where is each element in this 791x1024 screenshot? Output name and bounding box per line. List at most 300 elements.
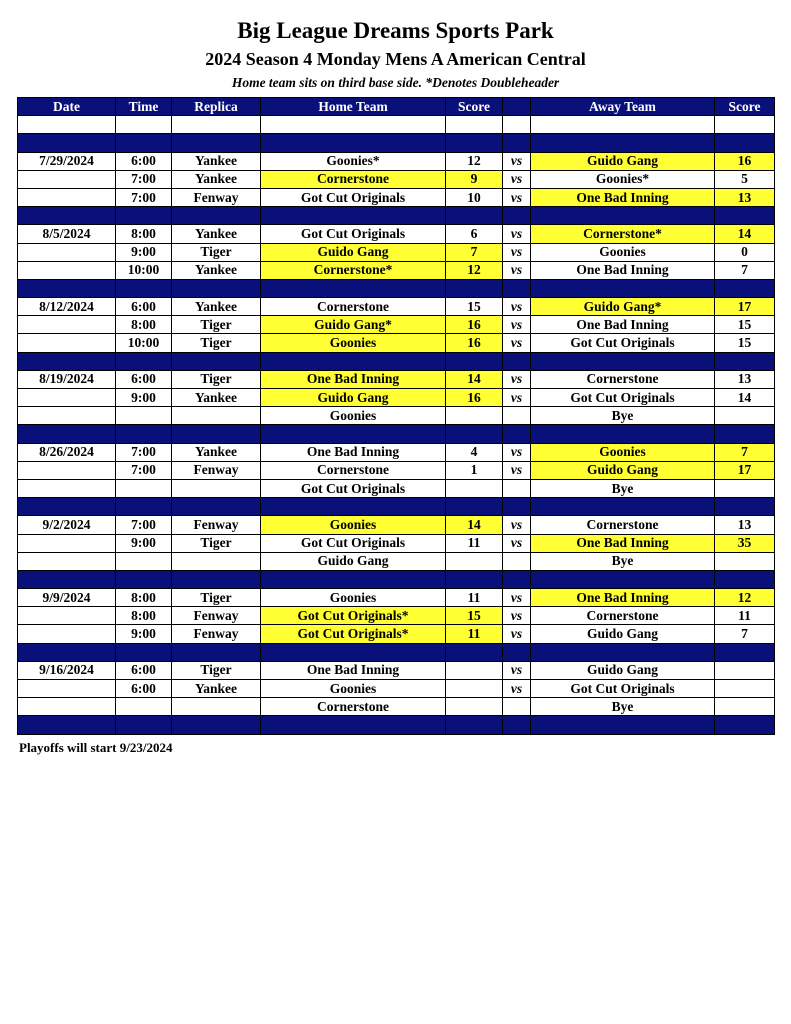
time-cell: 9:00 [116, 625, 172, 643]
separator-cell [261, 643, 446, 661]
date-cell: 8/19/2024 [18, 370, 116, 388]
away-team-cell: Guido Gang [531, 661, 715, 679]
time-cell: 7:00 [116, 188, 172, 206]
away-team-cell: Bye [531, 479, 715, 497]
date-cell [18, 389, 116, 407]
home-team-cell: Goonies [261, 516, 446, 534]
separator-cell [531, 498, 715, 516]
separator-cell [261, 207, 446, 225]
away-team-cell: Guido Gang [531, 461, 715, 479]
replica-cell: Tiger [172, 370, 261, 388]
separator-cell [503, 570, 531, 588]
week-separator [18, 643, 775, 661]
separator-cell [531, 425, 715, 443]
vs-cell: vs [503, 152, 531, 170]
date-cell: 9/2/2024 [18, 516, 116, 534]
separator-cell [531, 716, 715, 734]
home-team-cell: Cornerstone [261, 698, 446, 716]
separator-cell [116, 643, 172, 661]
replica-cell: Yankee [172, 298, 261, 316]
home-team-cell: Got Cut Originals [261, 225, 446, 243]
game-row [18, 389, 775, 407]
replica-cell: Fenway [172, 188, 261, 206]
schedule-body [18, 116, 775, 734]
away-team-cell: Cornerstone [531, 516, 715, 534]
vs-cell: vs [503, 680, 531, 698]
vs-cell: vs [503, 443, 531, 461]
home-score-cell [446, 698, 503, 716]
home-team-cell: Goonies [261, 589, 446, 607]
week-separator [18, 498, 775, 516]
vs-cell [503, 407, 531, 425]
away-score-cell: 13 [715, 188, 775, 206]
game-row [18, 334, 775, 352]
separator-cell [172, 279, 261, 297]
date-cell [18, 698, 116, 716]
separator-cell [261, 352, 446, 370]
separator-cell [116, 716, 172, 734]
date-cell: 9/9/2024 [18, 589, 116, 607]
separator-cell [261, 716, 446, 734]
home-score-cell: 12 [446, 152, 503, 170]
away-team-cell: One Bad Inning [531, 534, 715, 552]
time-cell: 6:00 [116, 680, 172, 698]
home-score-cell [446, 680, 503, 698]
separator-cell [18, 425, 116, 443]
vs-cell: vs [503, 461, 531, 479]
home-score-cell [446, 407, 503, 425]
separator-cell [531, 352, 715, 370]
blank-cell [261, 116, 446, 134]
replica-cell: Tiger [172, 316, 261, 334]
game-row [18, 552, 775, 570]
separator-cell [116, 352, 172, 370]
separator-cell [715, 207, 775, 225]
away-score-cell: 17 [715, 461, 775, 479]
game-row [18, 225, 775, 243]
time-cell: 8:00 [116, 225, 172, 243]
replica-cell: Yankee [172, 680, 261, 698]
vs-cell: vs [503, 589, 531, 607]
date-cell [18, 625, 116, 643]
separator-cell [116, 498, 172, 516]
away-score-cell: 5 [715, 170, 775, 188]
home-score-cell: 15 [446, 607, 503, 625]
date-cell: 7/29/2024 [18, 152, 116, 170]
separator-cell [715, 352, 775, 370]
date-cell [18, 188, 116, 206]
week-separator [18, 279, 775, 297]
away-score-cell [715, 479, 775, 497]
separator-cell [172, 425, 261, 443]
separator-cell [503, 134, 531, 152]
game-row [18, 698, 775, 716]
date-cell [18, 243, 116, 261]
game-row [18, 316, 775, 334]
away-score-cell: 35 [715, 534, 775, 552]
time-cell: 10:00 [116, 261, 172, 279]
time-cell: 9:00 [116, 389, 172, 407]
home-team-cell: Guido Gang* [261, 316, 446, 334]
home-team-cell: Got Cut Originals* [261, 607, 446, 625]
separator-cell [116, 207, 172, 225]
time-cell: 6:00 [116, 370, 172, 388]
home-score-cell: 11 [446, 589, 503, 607]
home-team-cell: Goonies* [261, 152, 446, 170]
separator-cell [531, 570, 715, 588]
separator-cell [261, 498, 446, 516]
replica-cell: Tiger [172, 589, 261, 607]
away-score-cell [715, 552, 775, 570]
home-team-cell: Got Cut Originals [261, 188, 446, 206]
week-separator [18, 570, 775, 588]
replica-cell: Yankee [172, 261, 261, 279]
game-row [18, 534, 775, 552]
time-cell: 9:00 [116, 534, 172, 552]
home-score-cell: 12 [446, 261, 503, 279]
separator-cell [261, 134, 446, 152]
game-row [18, 407, 775, 425]
separator-cell [503, 207, 531, 225]
away-score-cell: 16 [715, 152, 775, 170]
replica-cell: Yankee [172, 389, 261, 407]
header-replica: Replica [172, 98, 261, 116]
date-cell [18, 334, 116, 352]
separator-cell [531, 207, 715, 225]
vs-cell: vs [503, 516, 531, 534]
time-cell: 9:00 [116, 243, 172, 261]
separator-cell [261, 425, 446, 443]
vs-cell: vs [503, 625, 531, 643]
home-team-cell: Guido Gang [261, 243, 446, 261]
away-score-cell [715, 661, 775, 679]
separator-cell [715, 134, 775, 152]
separator-cell [18, 498, 116, 516]
home-score-cell: 14 [446, 516, 503, 534]
game-row [18, 680, 775, 698]
home-score-cell: 6 [446, 225, 503, 243]
away-team-cell: Cornerstone* [531, 225, 715, 243]
date-cell: 8/26/2024 [18, 443, 116, 461]
separator-cell [446, 134, 503, 152]
blank-cell [503, 116, 531, 134]
blank-cell [446, 116, 503, 134]
home-team-cell: Cornerstone [261, 461, 446, 479]
vs-cell: vs [503, 170, 531, 188]
replica-cell: Fenway [172, 516, 261, 534]
vs-cell: vs [503, 389, 531, 407]
page-title: Big League Dreams Sports Park [237, 18, 554, 43]
separator-cell [172, 134, 261, 152]
away-team-cell: Goonies [531, 443, 715, 461]
time-cell [116, 479, 172, 497]
separator-cell [715, 643, 775, 661]
header-away-score: Score [715, 98, 775, 116]
header-home-score: Score [446, 98, 503, 116]
replica-cell: Fenway [172, 625, 261, 643]
home-team-cell: Cornerstone [261, 170, 446, 188]
vs-cell: vs [503, 316, 531, 334]
separator-cell [18, 207, 116, 225]
home-score-cell: 16 [446, 389, 503, 407]
time-cell [116, 698, 172, 716]
away-score-cell: 13 [715, 370, 775, 388]
separator-cell [172, 352, 261, 370]
separator-cell [172, 207, 261, 225]
time-cell: 7:00 [116, 461, 172, 479]
vs-cell [503, 552, 531, 570]
separator-cell [18, 570, 116, 588]
game-row [18, 370, 775, 388]
home-score-cell [446, 479, 503, 497]
blank-cell [18, 116, 116, 134]
separator-cell [446, 570, 503, 588]
game-row [18, 461, 775, 479]
away-team-cell: Cornerstone [531, 607, 715, 625]
separator-cell [503, 352, 531, 370]
game-row [18, 625, 775, 643]
home-team-cell: Got Cut Originals [261, 479, 446, 497]
replica-cell: Tiger [172, 534, 261, 552]
home-score-cell: 10 [446, 188, 503, 206]
header-date: Date [18, 98, 116, 116]
time-cell: 8:00 [116, 607, 172, 625]
date-cell: 8/5/2024 [18, 225, 116, 243]
vs-cell: vs [503, 298, 531, 316]
time-cell: 8:00 [116, 589, 172, 607]
vs-cell: vs [503, 243, 531, 261]
replica-cell: Yankee [172, 170, 261, 188]
away-team-cell: Got Cut Originals [531, 680, 715, 698]
home-team-cell: Goonies [261, 407, 446, 425]
separator-cell [446, 279, 503, 297]
playoffs-note: Playoffs will start 9/23/2024 [19, 740, 173, 755]
vs-cell: vs [503, 607, 531, 625]
separator-cell [172, 570, 261, 588]
home-team-cell: Guido Gang [261, 552, 446, 570]
vs-cell: vs [503, 661, 531, 679]
blank-cell [531, 116, 715, 134]
separator-cell [172, 716, 261, 734]
game-row [18, 589, 775, 607]
separator-cell [503, 643, 531, 661]
home-score-cell: 16 [446, 316, 503, 334]
separator-cell [715, 498, 775, 516]
home-team-cell: One Bad Inning [261, 370, 446, 388]
separator-cell [531, 279, 715, 297]
replica-cell: Yankee [172, 443, 261, 461]
game-row [18, 261, 775, 279]
away-score-cell: 7 [715, 261, 775, 279]
game-row [18, 479, 775, 497]
time-cell [116, 552, 172, 570]
blank-row [18, 116, 775, 134]
away-score-cell: 12 [715, 589, 775, 607]
home-score-cell [446, 661, 503, 679]
separator-cell [172, 643, 261, 661]
away-score-cell: 11 [715, 607, 775, 625]
away-team-cell: Goonies [531, 243, 715, 261]
replica-cell: Yankee [172, 152, 261, 170]
away-score-cell: 15 [715, 316, 775, 334]
game-row [18, 661, 775, 679]
week-separator [18, 134, 775, 152]
date-cell [18, 680, 116, 698]
replica-cell [172, 479, 261, 497]
separator-cell [261, 570, 446, 588]
time-cell: 6:00 [116, 661, 172, 679]
home-team-cell: Cornerstone [261, 298, 446, 316]
header-home-team: Home Team [261, 98, 446, 116]
game-row [18, 298, 775, 316]
home-team-cell: One Bad Inning [261, 661, 446, 679]
away-team-cell: One Bad Inning [531, 316, 715, 334]
time-cell: 7:00 [116, 170, 172, 188]
time-cell: 6:00 [116, 298, 172, 316]
home-score-cell: 15 [446, 298, 503, 316]
blank-cell [116, 116, 172, 134]
separator-cell [172, 498, 261, 516]
vs-cell: vs [503, 225, 531, 243]
game-row [18, 516, 775, 534]
separator-cell [503, 498, 531, 516]
replica-cell: Tiger [172, 661, 261, 679]
date-cell [18, 407, 116, 425]
separator-cell [446, 425, 503, 443]
away-score-cell [715, 680, 775, 698]
away-score-cell: 7 [715, 443, 775, 461]
away-team-cell: One Bad Inning [531, 261, 715, 279]
week-separator [18, 352, 775, 370]
separator-cell [715, 570, 775, 588]
home-score-cell: 11 [446, 625, 503, 643]
game-row [18, 188, 775, 206]
separator-cell [503, 279, 531, 297]
replica-cell: Yankee [172, 225, 261, 243]
game-row [18, 152, 775, 170]
home-team-cell: Goonies [261, 680, 446, 698]
home-score-cell: 4 [446, 443, 503, 461]
separator-cell [715, 425, 775, 443]
date-cell: 8/12/2024 [18, 298, 116, 316]
home-team-cell: Got Cut Originals* [261, 625, 446, 643]
separator-cell [531, 643, 715, 661]
home-score-cell: 1 [446, 461, 503, 479]
separator-cell [446, 498, 503, 516]
home-score-cell: 7 [446, 243, 503, 261]
away-score-cell: 14 [715, 389, 775, 407]
date-cell: 9/16/2024 [18, 661, 116, 679]
date-cell [18, 552, 116, 570]
replica-cell [172, 407, 261, 425]
away-team-cell: Goonies* [531, 170, 715, 188]
separator-cell [446, 716, 503, 734]
separator-cell [446, 643, 503, 661]
home-team-cell: Goonies [261, 334, 446, 352]
away-team-cell: Guido Gang* [531, 298, 715, 316]
home-team-cell: Guido Gang [261, 389, 446, 407]
separator-cell [116, 425, 172, 443]
date-cell [18, 316, 116, 334]
separator-cell [18, 643, 116, 661]
away-score-cell: 0 [715, 243, 775, 261]
home-score-cell: 14 [446, 370, 503, 388]
game-row [18, 243, 775, 261]
date-cell [18, 479, 116, 497]
replica-cell: Tiger [172, 334, 261, 352]
separator-cell [715, 279, 775, 297]
separator-cell [446, 352, 503, 370]
time-cell: 7:00 [116, 516, 172, 534]
separator-cell [18, 716, 116, 734]
separator-cell [503, 425, 531, 443]
vs-cell: vs [503, 261, 531, 279]
separator-cell [116, 570, 172, 588]
away-score-cell [715, 407, 775, 425]
header-row [18, 98, 775, 116]
vs-cell [503, 479, 531, 497]
vs-cell: vs [503, 188, 531, 206]
header-away-team: Away Team [531, 98, 715, 116]
away-team-cell: Guido Gang [531, 152, 715, 170]
separator-cell [18, 352, 116, 370]
header-time: Time [116, 98, 172, 116]
time-cell [116, 407, 172, 425]
away-team-cell: One Bad Inning [531, 188, 715, 206]
blank-cell [715, 116, 775, 134]
home-team-cell: Cornerstone* [261, 261, 446, 279]
home-score-cell [446, 552, 503, 570]
date-cell [18, 261, 116, 279]
game-row [18, 170, 775, 188]
home-team-cell: One Bad Inning [261, 443, 446, 461]
blank-cell [172, 116, 261, 134]
vs-cell: vs [503, 334, 531, 352]
schedule-table [17, 97, 775, 735]
away-team-cell: Bye [531, 698, 715, 716]
schedule-note: Home team sits on third base side. *Denotes Doubleheader [231, 75, 560, 90]
time-cell: 10:00 [116, 334, 172, 352]
game-row [18, 443, 775, 461]
replica-cell: Tiger [172, 243, 261, 261]
page-subtitle: 2024 Season 4 Monday Mens A American Central [205, 49, 586, 69]
away-score-cell: 7 [715, 625, 775, 643]
away-team-cell: Guido Gang [531, 625, 715, 643]
separator-cell [18, 134, 116, 152]
date-cell [18, 534, 116, 552]
vs-cell [503, 698, 531, 716]
date-cell [18, 170, 116, 188]
vs-cell: vs [503, 534, 531, 552]
away-team-cell: Got Cut Originals [531, 334, 715, 352]
separator-cell [261, 279, 446, 297]
week-separator [18, 716, 775, 734]
week-separator [18, 425, 775, 443]
date-cell [18, 461, 116, 479]
home-score-cell: 16 [446, 334, 503, 352]
header-vs [503, 98, 531, 116]
away-score-cell: 17 [715, 298, 775, 316]
away-team-cell: Cornerstone [531, 370, 715, 388]
time-cell: 7:00 [116, 443, 172, 461]
away-team-cell: Bye [531, 407, 715, 425]
away-team-cell: One Bad Inning [531, 589, 715, 607]
separator-cell [531, 134, 715, 152]
replica-cell: Fenway [172, 607, 261, 625]
separator-cell [116, 134, 172, 152]
separator-cell [116, 279, 172, 297]
away-score-cell: 13 [715, 516, 775, 534]
